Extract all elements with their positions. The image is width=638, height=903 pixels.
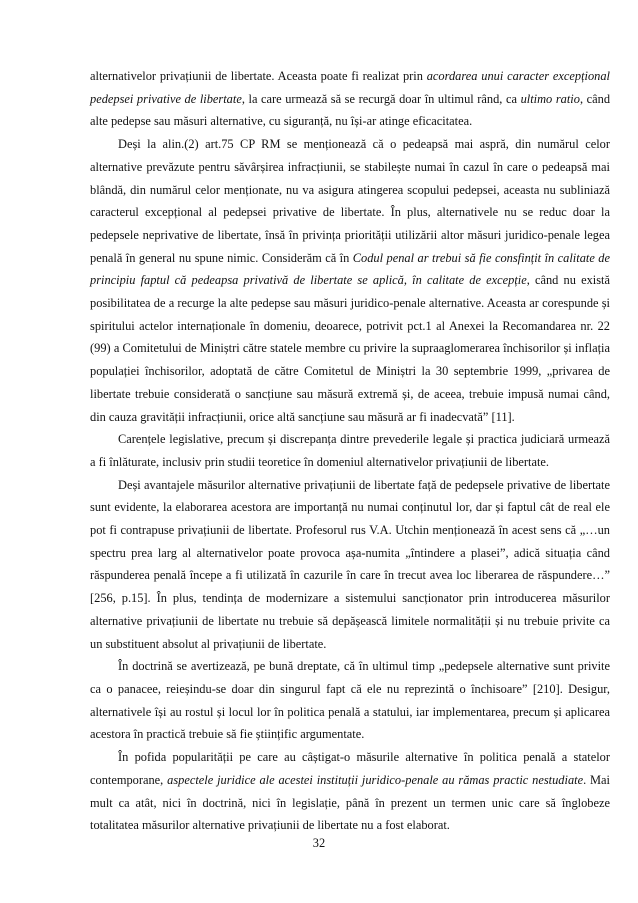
- paragraph: [90, 474, 610, 656]
- text-run: Deși avantajele măsurilor alternative privațiunii de libertate față de pedepsele privative de libertate sunt evidente, la elaborarea acestora are importanță nu numai conținutul lor, dar și faptul cât de real ele pot fi contrapuse privațiunii de libertate. Profesorul rus V.A. Utchin menționează în acest sens că „…un spectru prea larg al alternativelor poate provoca așa-numita „întindere a plasei”, adică situația când răspunderea penală începe a fi utilizată în cazurile în care în trecut avea loc liberarea de răspundere…” [256, p.15]. În plus, tendința de modernizare a sistemului sancționator prin introducerea măsurilor alternative privațiunii de libertate nu trebuie să depășească limitele normalității și nu trebuie privite ca un substituent absolut al privațiunii de libertate.: [90, 477, 610, 651]
- italic-text: acordarea unui caracter excepțional pedepsei privative de libertate: [90, 69, 610, 106]
- text-run: , când nu există posibilitatea de a recurge la alte pedepse sau măsuri juridico-penale alternative. Aceasta ar corespunde și spiritului actelor internaționale în domeniu, deoarece, potrivit pct.1 al Anexei la Recomandarea nr. 22 (99) a Comitetului de Miniștri către statele membre cu privire la supraaglomerarea închisorilor și inflația populației închisorilor, adoptată de către Comitetul de Miniștri la 30 septembrie 1999, „privarea de libertate trebuie considerată o sancțiune sau măsură extremă și, de aceea, trebuie impusă numai când, din cauza gravității infracțiunii, orice altă sancțiune sau măsură ar fi inadecvată” [11].: [90, 273, 610, 424]
- paragraph: [90, 746, 610, 837]
- italic-text: aspectele juridice ale acestei instituții juridico-penale au rămas practic nestudiate: [167, 772, 584, 787]
- text-run: În doctrină se avertizează, pe bună dreptate, că în ultimul timp „pedepsele alternative sunt privite ca o panacee, reieșindu-se doar din singurul fapt că ele nu reprezintă o închisoare” [210]. Desigur, alternativele își au rostul și locul lor în politica penală a statului, iar implementarea, precum și aplicarea acestora în practică trebuie să fie științific argumentate.: [90, 659, 610, 742]
- italic-text: ultimo ratio: [520, 91, 580, 106]
- text-run: Deși la alin.(2) art.75 CP RM se menționează că o pedeapsă mai aspră, din numărul celor alternative prevăzute pentru săvârșirea infracțiunii, se stabilește numai în cazul în care o pedeapsă mai blândă, din numărul celor menționate, nu va asigura atingerea scopului pedepsei, aceasta nu subliniază caracterul excepțional al pedepsei privative de libertate. În plus, alternativele nu se reduc doar la pedepsele neprivative de libertate, însă în privința priorității utilizării altor măsuri juridico-penale legea penală în general nu spune nimic. Considerăm că în: [90, 137, 610, 265]
- body-text: [90, 65, 610, 837]
- text-run: alternativelor privațiunii de libertate. Aceasta poate fi realizat prin: [90, 69, 427, 83]
- paragraph: [90, 655, 610, 746]
- text-run: , când alte pedepse sau măsuri alternative, cu siguranță, nu își-ar atinge eficacitatea.: [90, 91, 611, 129]
- italic-text: Codul penal ar trebui să fie consfințit în calitate de principiu faptul că pedeapsa privativă de libertate se aplică, în calitate de excepție: [90, 250, 610, 288]
- paragraph: [90, 428, 610, 473]
- paragraph: [90, 133, 610, 428]
- text-run: , la care urmează să se recurgă doar în ultimul rând, ca: [241, 91, 521, 106]
- paragraph: [90, 65, 610, 133]
- text-run: În pofida popularității pe care au câștigat-o măsurile alternative în politica penală a statelor contemporane,: [90, 750, 610, 787]
- text-run: . Mai mult ca atât, nici în doctrină, nici în legislație, până în prezent un termen unic care să înglobeze totalitatea măsurilor alternative privațiunii de libertate nu a fost elaborat.: [90, 772, 611, 833]
- text-run: Carențele legislative, precum și discrepanța dintre prevederile legale și practica judiciară urmează a fi înlăturate, inclusiv prin studii teoretice în domeniul alternativelor privațiunii de libertate.: [90, 432, 610, 469]
- page-number: 32: [312, 836, 326, 850]
